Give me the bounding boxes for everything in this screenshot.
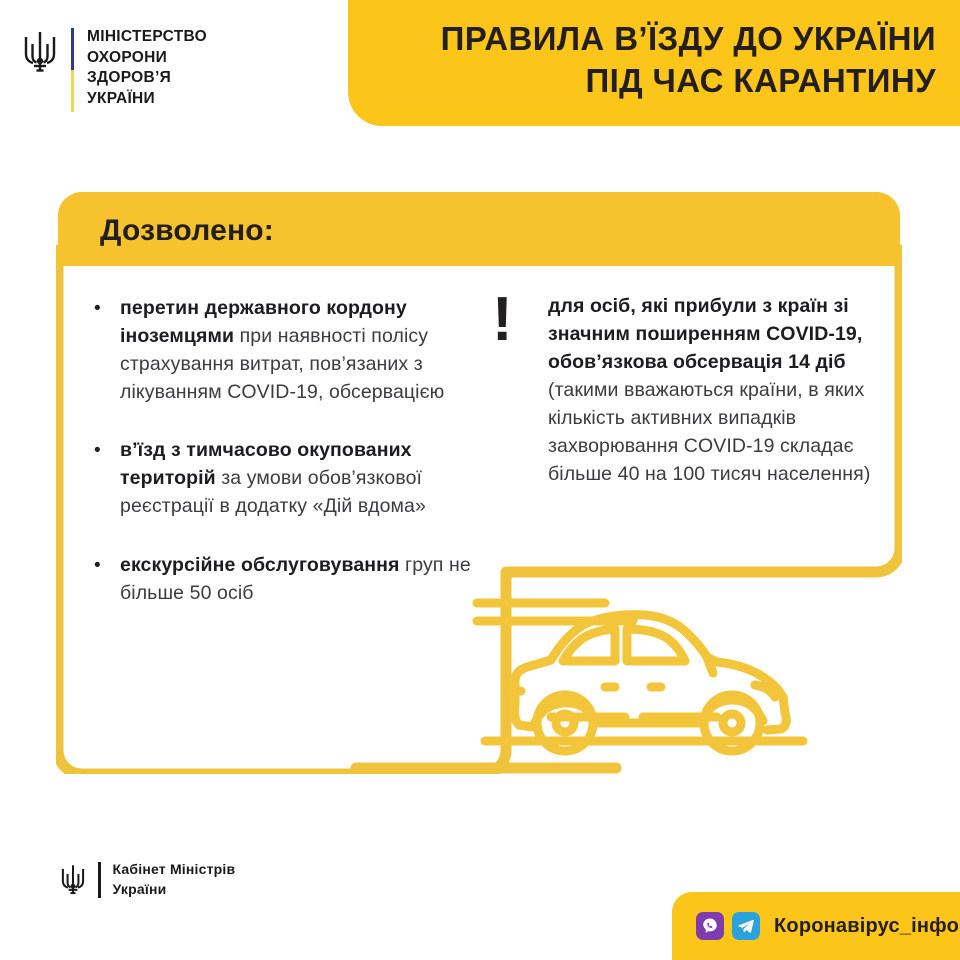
- cabinet-of-ministers-logo: [60, 860, 235, 899]
- ukraine-trident-icon: [22, 28, 58, 74]
- note-lead-text: для осіб, які прибули з країн зі значним поширенням COVID-19, обов’язкова обсервація 14 діб: [548, 295, 863, 374]
- page-header: [0, 0, 960, 135]
- car-line-art-icon: [455, 545, 885, 795]
- ministry-logo-line-2: ОХОРОНИ: [87, 48, 168, 66]
- section-title: Дозволено:: [100, 214, 274, 247]
- bullet-text: [120, 294, 476, 406]
- bullet-marker: •: [94, 554, 101, 576]
- logo-divider: [98, 862, 101, 898]
- page-title-line-1: ПРАВИЛА В’ЇЗДУ ДО УКРАЇНИ: [440, 20, 936, 58]
- bullet-lead-text: перетин державного кордону іноземцями: [120, 297, 407, 348]
- ministry-of-health-logo: [22, 26, 207, 112]
- bullet-text: [120, 551, 476, 607]
- list-item: [94, 436, 476, 520]
- bullet-marker: •: [94, 298, 101, 319]
- bullet-lead-text: екскурсійне обслуговування: [120, 553, 400, 576]
- viber-icon[interactable]: [696, 912, 724, 940]
- bullet-lead-text: в’їзд з тимчасово окупованих територій: [120, 439, 412, 490]
- note-detail-text: (такими вважаються країни, в яких кількість активних випадків захворювання COVID-19 складає більше 40 на 100 тисяч населення): [548, 379, 871, 486]
- page-title-line-2: ПІД ЧАС КАРАНТИНУ: [585, 62, 936, 99]
- telegram-icon[interactable]: [732, 912, 760, 940]
- telegram-glyph: [737, 917, 755, 935]
- bullet-text: [120, 436, 476, 520]
- bullet-detail-text: при наявності полісу страхування витрат, пов’язаних з лікуванням COVID-19, обсервацією: [120, 325, 445, 404]
- list-item: [94, 551, 476, 607]
- bullet-detail-text: груп не більше 50 осіб: [120, 553, 471, 604]
- cabinet-logo-line-2: України: [112, 880, 167, 897]
- ministry-logo-line-3: ЗДОРОВ’Я: [87, 69, 172, 87]
- bullet-marker: •: [94, 440, 101, 462]
- page-footer: [0, 850, 960, 960]
- ministry-logo-line-4: УКРАЇНИ: [87, 89, 155, 107]
- allowed-bullet-list: [56, 272, 486, 772]
- bullet-detail-text: за умови обов’язкової реєстрації в додатку «Дій вдома»: [120, 467, 426, 518]
- viber-glyph: [701, 917, 719, 935]
- ministry-logo-text: [87, 26, 207, 109]
- ministry-logo-line-1: МІНІСТЕРСТВО: [87, 28, 208, 45]
- social-channel-label: Коронавірус_інфо: [774, 914, 960, 937]
- cabinet-logo-text: [113, 860, 236, 899]
- list-item: [94, 294, 476, 406]
- ukraine-trident-icon: [60, 862, 86, 896]
- flag-color-divider: [71, 28, 74, 112]
- exclamation-icon: !: [492, 285, 513, 354]
- social-channels-badge[interactable]: [672, 892, 960, 960]
- title-banner: [348, 0, 960, 126]
- cabinet-logo-line-1: Кабінет Міністрів: [112, 861, 236, 877]
